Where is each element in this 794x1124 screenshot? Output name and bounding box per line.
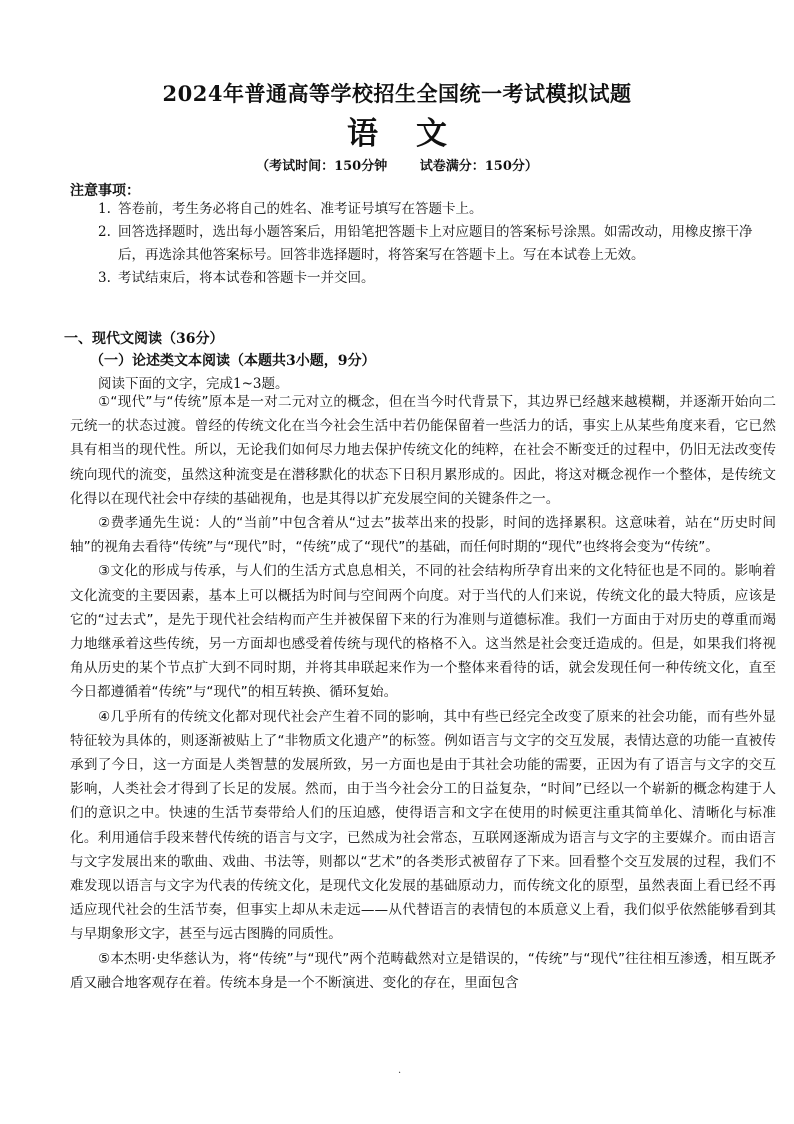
notice-item <box>98 267 778 290</box>
notice-item <box>98 221 778 267</box>
passage-paragraph: ③文化的形成与传承，与人们的生活方式息息相关，不同的社会结构所孕育出来的文化特征也是不同的。影响着文化流变的主要因素，基本上可以概括为时间与空间两个向度。对于当代的人们来说，传统文化的最大特质，应该是它的“过去式”，是先于现代社会结构而产生并被保留下来的行为准则与道德标准。我们一方面由于对历史的尊重而竭力地继承着这些传统，另一方面却也感受着传统与现代的格格不入。这当然是社会变迁造成的。但是，如果我们将视角从历史的某个节点扩大到不同时期，并将其串联起来作为一个整体来看待的话，就会发现任何一种传统文化，直至今日都遵循着“传统”与“现代”的相互转换、循环复始。 <box>70 563 776 701</box>
full-score: 试卷满分：150分） <box>419 159 538 174</box>
notice-item-number: 2. <box>98 224 111 240</box>
passage-paragraph: ①“现代”与“传统”原本是一对二元对立的概念，但在当今时代背景下，其边界已经越来越模糊，并逐渐开始向二元统一的状态过渡。曾经的传统文化在当今社会生活中若仍能保留着一些活力的话，事实上从某些角度来看，它已然具有相当的现代性。所以，无论我们如何尽力地去保护传统文化的纯粹，在社会不断变迁的过程中，仍旧无法改变传统向现代的流变，虽然这种流变是在潜移默化的状态下日积月累形成的。因此，将这对概念视作一个整体，是传统文化得以在现代社会中存续的基础视角，也是其得以扩充发展空间的关键条件之一。 <box>70 394 776 507</box>
notice-item-text: 考试结束后，将本试卷和答题卡一并交回。 <box>118 270 375 286</box>
exam-time: （考试时间：150分钟 <box>256 159 388 174</box>
exam-title: 2024年普通高等学校招生全国统一考试模拟试题 <box>162 81 632 106</box>
notice-item-number: 1. <box>98 201 111 217</box>
subsection-heading: （一）论述类文本阅读（本题共3小题，9分） <box>90 353 376 369</box>
passage-paragraph: ⑤本杰明·史华慈认为，将“传统”与“现代”两个范畴截然对立是错误的，“传统”与“现代”往往相互渗透，相互既矛盾又融合地客观存在着。传统本身是一个不断演进、变化的存在，里面包含 <box>70 950 776 991</box>
passage-paragraph: ②费孝通先生说：人的“当前”中包含着从“过去”拔萃出来的投影，时间的选择累积。这意味着，站在“历史时间轴”的视角去看待“传统”与“现代”时，“传统”成了“现代”的基础，而任何时期的“现代”也终将会变为“传统”。 <box>70 515 776 556</box>
reading-passage <box>70 390 776 995</box>
passage-paragraph: ④几乎所有的传统文化都对现代社会产生着不同的影响，其中有些已经完全改变了原来的社会功能，而有些外显特征较为具体的，则逐渐被贴上了“非物质文化遗产”的标签。例如语言与文字的交互发展，表情达意的功能一直被传承到了今日，这一方面是人类智慧的发展所致，另一方面也是由于其社会功能的需要，正因为有了语言与文字的交互影响，人类社会才得到了长足的发展。然而，由于当今社会分工的日益复杂，“时间”已经以一个崭新的概念构建于人们的意识之中。快速的生活节奏带给人们的压迫感，使得语言和文字在使用的时候更注重其简单化、清晰化与标准化。利用通信手段来替代传统的语言与文字，已然成为社会常态，互联网逐渐成为语言与文字的主要媒介。而由语言与文字发展出来的歌曲、戏曲、书法等，则都以“艺术”的各类形式被留存了下来。回看整个交互发展的过程，我们不难发现以语言与文字为代表的传统文化，是现代文化发展的基础原动力，而传统文化的原型，虽然表面上看已经不再适应现代社会的生活节奏，但事实上却从未走远——从代替语言的表情包的本质意义上看，我们似乎依然能够看到其与早期象形文字，甚至与远古图腾的同质性。 <box>70 708 776 943</box>
reading-instruction: 阅读下面的文字，完成1~3题。 <box>98 376 289 392</box>
notice-item-text: 回答选择题时，选出每小题答案后，用铅笔把答题卡上对应题目的答案标号涂黑。如需改动，用橡皮擦干净后，再选涂其他答案标号。回答非选择题时，将答案写在答题卡上。写在本试卷上无效。 <box>118 224 753 263</box>
notice-item <box>98 198 778 221</box>
subject-title: 语文 <box>347 116 485 152</box>
section-heading: 一、现代文阅读（36分） <box>64 331 224 347</box>
notice-item-text: 答卷前，考生务必将自己的姓名、准考证号填写在答题卡上。 <box>118 201 483 217</box>
notice-heading: 注意事项： <box>70 183 140 199</box>
exam-meta <box>0 155 794 174</box>
scan-speck: · <box>398 1068 402 1079</box>
notice-list <box>98 198 778 290</box>
notice-item-number: 3. <box>98 270 111 286</box>
